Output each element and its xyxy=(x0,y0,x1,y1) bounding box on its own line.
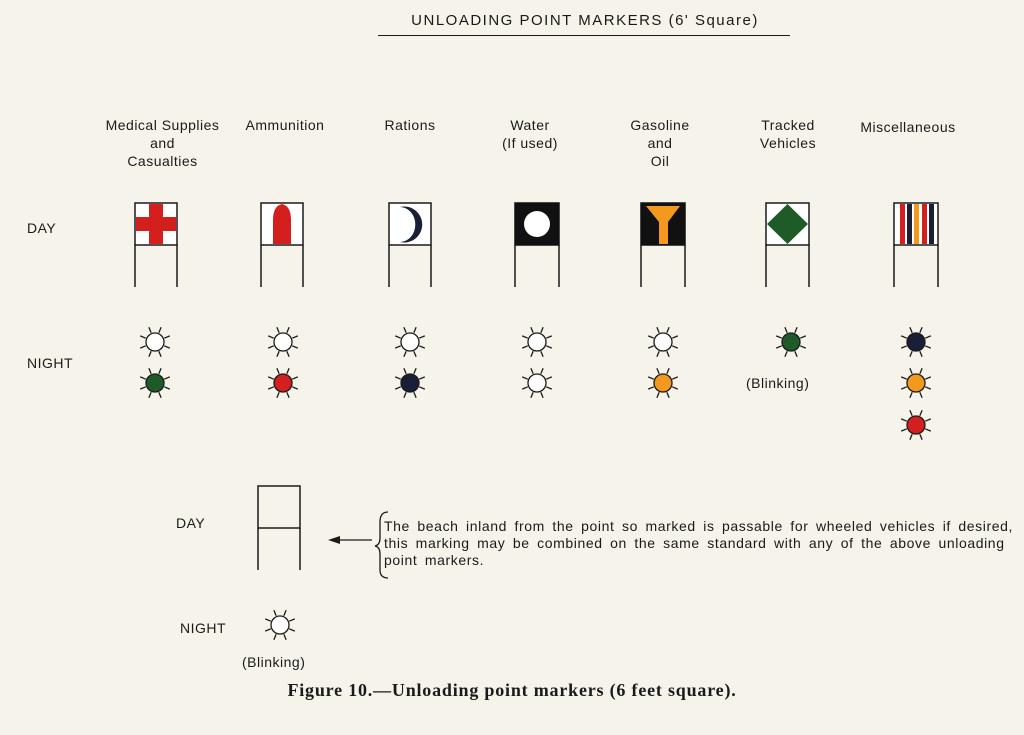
day-marker-gasoline xyxy=(641,203,685,287)
night-light-white-icon xyxy=(522,327,552,357)
legend-day-label: DAY xyxy=(176,515,206,531)
diagram-title: UNLOADING POINT MARKERS (6' Square) xyxy=(411,12,759,29)
figure-caption: Figure 10.—Unloading point markers (6 feet square). xyxy=(287,680,737,700)
night-light-white-icon xyxy=(395,327,425,357)
day-marker-tracked xyxy=(766,203,809,287)
night-light-white-icon xyxy=(522,368,552,398)
legend-blinking-label: (Blinking) xyxy=(242,654,306,670)
legend-note: The beach inland from the point so marked is passable for wheeled vehicles if desired, this marking may be combined on the same standard with any of the above unloading point markers. xyxy=(384,518,1014,568)
night-light-red-icon xyxy=(901,410,931,440)
day-marker-medical xyxy=(135,203,177,287)
legend-day-marker xyxy=(258,486,300,570)
night-light-green-icon xyxy=(140,368,170,398)
row-label-night: NIGHT xyxy=(27,355,74,371)
category-miscellaneous: Miscellaneous xyxy=(860,119,956,135)
night-light-white-icon xyxy=(140,327,170,357)
category-water: Water (If used) xyxy=(502,117,558,151)
night-light-red-icon xyxy=(268,368,298,398)
night-light-navy-icon xyxy=(901,327,931,357)
category-ammunition: Ammunition xyxy=(245,117,325,133)
legend-night-label: NIGHT xyxy=(180,620,227,636)
arrow-left-icon xyxy=(328,536,372,544)
category-rations: Rations xyxy=(384,117,436,133)
night-light-orange-icon xyxy=(648,368,678,398)
day-marker-rations xyxy=(389,203,431,287)
night-light-navy-icon xyxy=(395,368,425,398)
category-medical: Medical Supplies and Casualties xyxy=(105,117,220,169)
night-lights-group xyxy=(140,327,931,640)
night-light-white-icon xyxy=(648,327,678,357)
white-circle-icon xyxy=(524,211,550,237)
day-marker-water xyxy=(515,203,559,287)
night-light-white-icon xyxy=(268,327,298,357)
tracked-blinking-label: (Blinking) xyxy=(746,375,810,391)
bullet-icon xyxy=(273,204,291,244)
row-label-day: DAY xyxy=(27,220,57,236)
legend-night-light-white-icon xyxy=(265,610,295,640)
day-marker-ammunition xyxy=(261,203,303,287)
day-marker-miscellaneous xyxy=(894,203,938,287)
category-gasoline: Gasoline and Oil xyxy=(630,117,690,169)
category-tracked: Tracked Vehicles xyxy=(759,117,817,151)
night-light-green-icon xyxy=(776,327,806,357)
night-light-orange-icon xyxy=(901,368,931,398)
